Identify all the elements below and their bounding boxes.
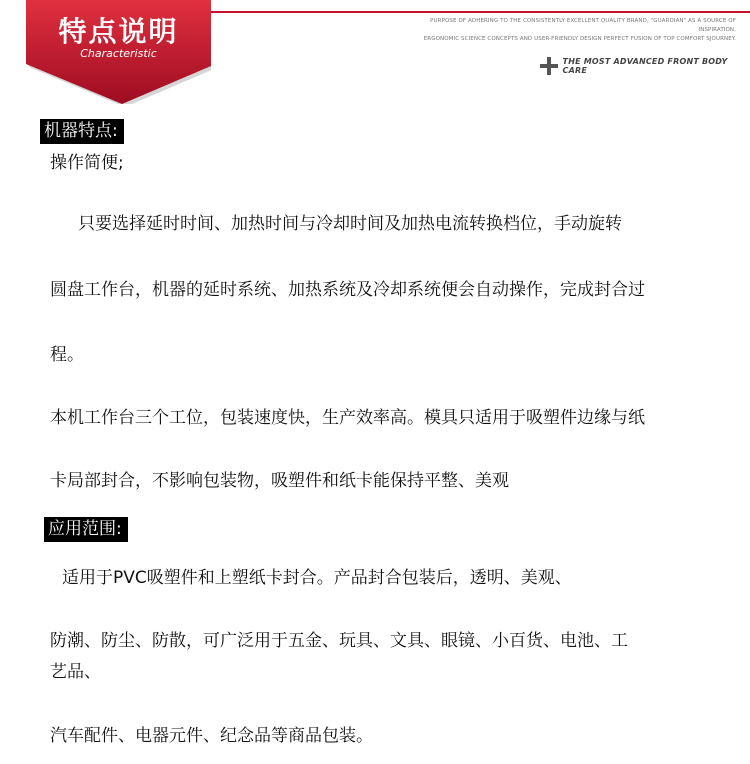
tagline [420, 17, 736, 44]
paragraph-line: 圆盘工作台，机器的延时系统、加热系统及冷却系统便会自动操作，完成封合过 [50, 280, 645, 300]
paragraph-line: 本机工作台三个工位，包装速度快，生产效率高。模具只适用于吸塑件边缘与纸 [50, 408, 645, 428]
brand-text: THE MOST ADVANCED FRONT BODY CARE [562, 57, 728, 75]
section-subheading: 操作简便; [50, 153, 124, 173]
banner-subtitle: Characteristic [80, 47, 157, 60]
paragraph-line: 只要选择延时时间、加热时间与冷却时间及加热电流转换档位，手动旋转 [78, 214, 622, 234]
section-heading-features: 机器特点: [40, 119, 124, 144]
paragraph-line: 汽车配件、电器元件、纪念品等商品包装。 [50, 726, 373, 746]
paragraph-line: 防潮、防尘、防散，可广泛用于五金、玩具、文具、眼镜、小百货、电池、工 [50, 631, 628, 651]
tagline-line-2: ERGONOMIC SCIENCE CONCEPTS AND USER-FRIENDLY DESIGN PERFECT FUSION OF TOP COMFORT SJOURNEY. [423, 36, 736, 42]
brand-line [540, 57, 750, 75]
section-heading-applications: 应用范围: [44, 517, 128, 542]
paragraph-line: 艺品、 [50, 662, 101, 682]
plus-icon [540, 57, 558, 75]
paragraph-line: 卡局部封合，不影响包装物，吸塑件和纸卡能保持平整、美观 [50, 471, 509, 491]
paragraph-line: 程。 [50, 345, 84, 365]
paragraph-line: 适用于PVC吸塑件和上塑纸卡封合。产品封合包装后，透明、美观、 [62, 568, 572, 588]
header [0, 0, 750, 110]
tagline-line-1: PURPOSE OF ADHERING TO THE CONSISTENTLY EXCELLENT QUALITY BRAND, "GUARDIAN" AS A SOURCE OF INSPIRATION, [430, 18, 736, 33]
top-accent-line [175, 11, 750, 13]
banner-title: 特点说明 [58, 15, 179, 48]
